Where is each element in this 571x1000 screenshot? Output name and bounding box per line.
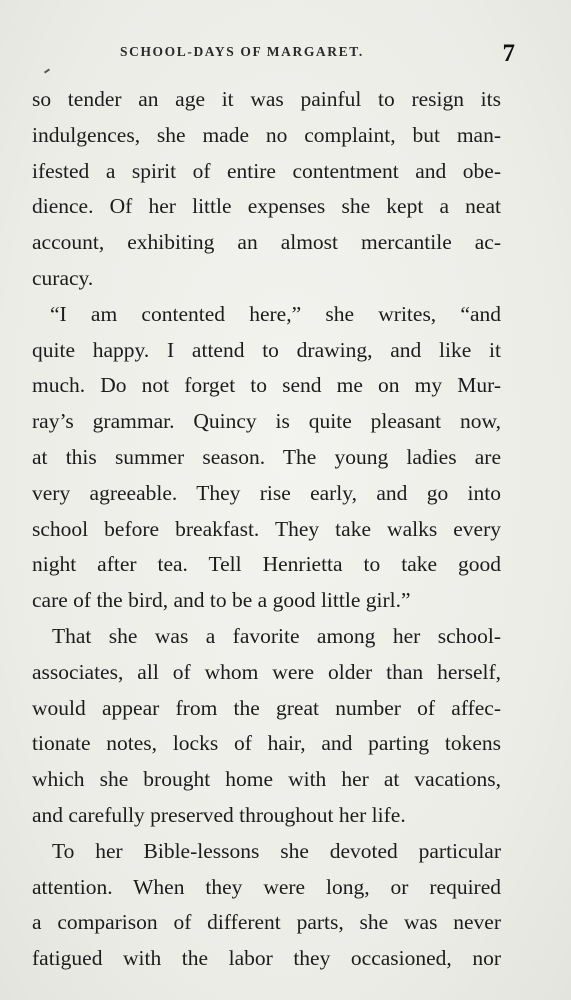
text-line: which she brought home with her at vacations, — [32, 767, 501, 792]
text-line: attention. When they were long, or required — [32, 874, 501, 899]
text-line: That she was a favorite among her school- — [52, 623, 501, 648]
text-line: tionate notes, locks of hair, and parting tokens — [32, 731, 501, 756]
text-line: To her Bible-lessons she devoted particular — [52, 838, 501, 863]
text-line: care of the bird, and to be a good little girl.” — [32, 588, 411, 613]
text-line: quite happy. I attend to drawing, and like it — [32, 337, 501, 362]
running-head: SCHOOL-DAYS OF MARGARET. — [120, 44, 364, 59]
text-line: curacy. — [32, 265, 94, 290]
page-number: 7 — [502, 40, 515, 67]
text-line: indulgences, she made no complaint, but man- — [32, 122, 501, 147]
text-line: so tender an age it was painful to resign its — [32, 87, 501, 111]
page-header — [0, 40, 571, 70]
text-line: school before breakfast. They take walks every — [32, 516, 501, 541]
text-line: night after tea. Tell Henrietta to take good — [32, 552, 501, 577]
ink-mark — [44, 68, 50, 73]
text-line: ifested a spirit of entire contentment and obe- — [32, 158, 501, 183]
text-line: at this summer season. The young ladies are — [32, 444, 501, 469]
text-line: associates, all of whom were older than herself, — [32, 659, 501, 684]
text-line: a comparison of different parts, she was never — [32, 910, 501, 935]
text-line: ray’s grammar. Quincy is quite pleasant now, — [32, 409, 501, 434]
text-line: dience. Of her little expenses she kept a neat — [32, 194, 501, 219]
text-line: much. Do not forget to send me on my Mur- — [32, 373, 501, 398]
text-line: very agreeable. They rise early, and go into — [32, 480, 501, 505]
text-line: would appear from the great number of affec- — [32, 695, 501, 720]
body-text — [32, 82, 501, 977]
text-line: and carefully preserved throughout her life. — [32, 802, 406, 827]
text-line: fatigued with the labor they occasioned, nor — [32, 946, 501, 971]
text-line: “I am contented here,” she writes, “and — [50, 301, 501, 326]
text-line: account, exhibiting an almost mercantile ac- — [32, 230, 501, 255]
